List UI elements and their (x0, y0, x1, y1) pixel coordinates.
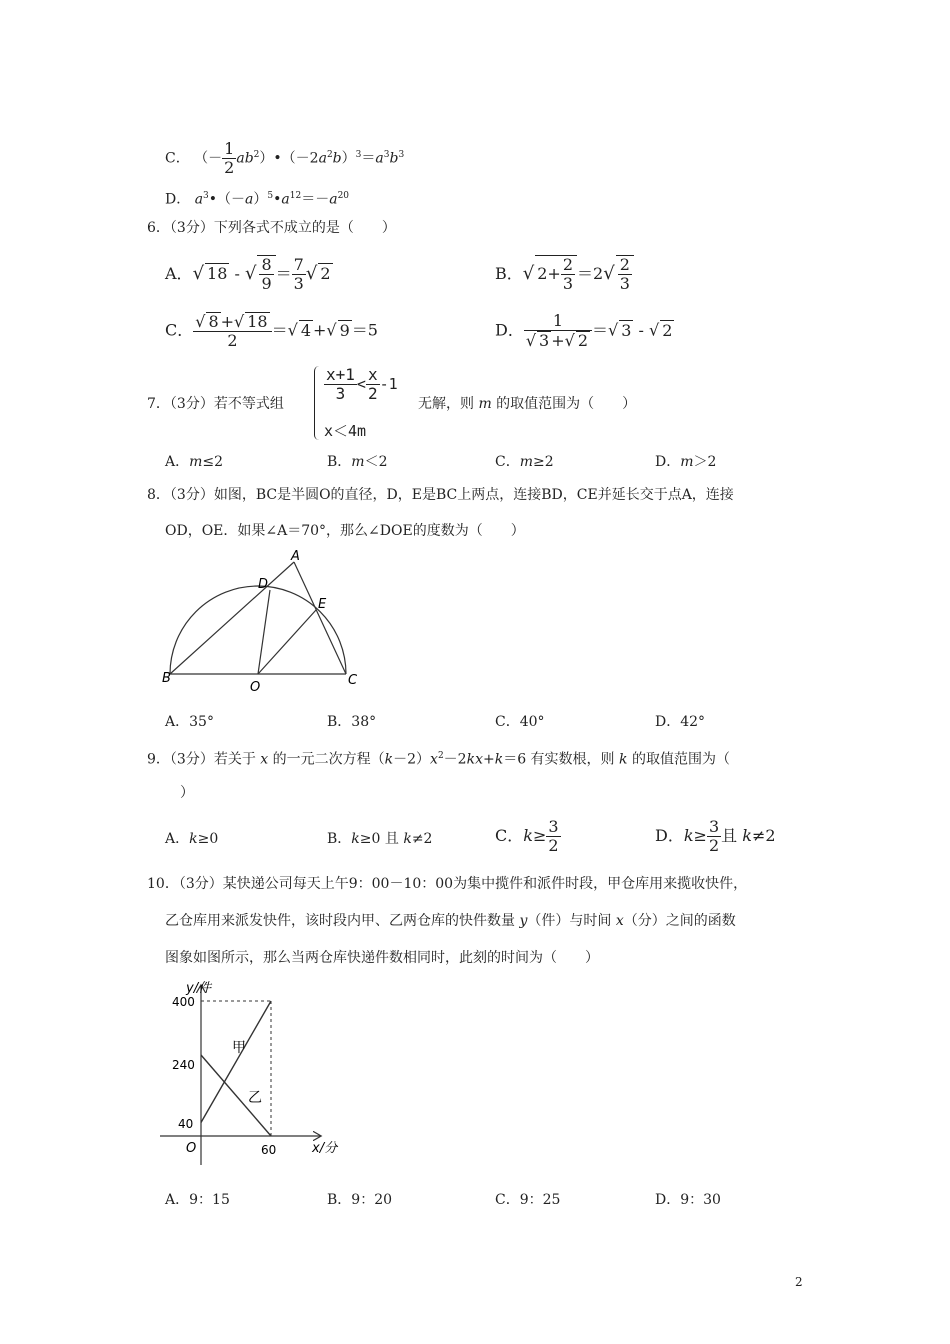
q7-option-a: A．m≤2 (165, 454, 224, 470)
q8-option-b: B．38° (327, 714, 377, 730)
y-axis-label: y/件 (186, 981, 212, 996)
x-tick-60: 60 (261, 1143, 277, 1157)
q8-stem-line1: 8．（3分）如图，BC是半圆O的直径，D，E是BC上两点，连接BD，CE并延长交于点A，连接 (147, 487, 734, 503)
q9-option-a: A．k≥0 (165, 831, 219, 847)
q8-label-e: E (318, 597, 327, 612)
q6-option-b: B．√ 2+ $\frac{2}{3}$ ＝2√ $\frac{2}{3}$ (495, 255, 634, 293)
q5-option-c: C． （－ $\frac{1}{2}$ $ab^2)•(-2a^2b)^3=a^3b^3$ (165, 139, 405, 177)
q7-option-d: D．m＞2 (655, 454, 717, 470)
series-jia-label: 甲 (232, 1040, 246, 1056)
q10-option-b: B．9：20 (327, 1192, 393, 1208)
q7-ineq2: x＜4m (324, 422, 367, 440)
q9-stem-line2: ） (180, 785, 194, 801)
q7-brace (314, 366, 319, 440)
q10-option-c: C．9：25 (495, 1192, 561, 1208)
q10-graph (160, 980, 360, 1165)
q6-option-c: C． $\frac{√ 8 +√ 18}{2}$ ＝√ 4 +√ 9 ＝5 (165, 312, 378, 350)
q10-option-d: D．9：30 (655, 1192, 721, 1208)
q5-option-c-label: C． (165, 150, 190, 167)
q9-option-d: D．k≥ $\frac{3}{2}$ 且 k≠2 (655, 817, 776, 855)
q10-stem-line3: 图象如图所示，那么当两仓库快递件数相同时，此刻的时间为（ ） (165, 950, 599, 966)
q9-stem-line1: 9．（3分）若关于 x 的一元二次方程$(k-2)x^2-2kx+k=6$ 有实数根，则 k 的取值范围为（ (147, 751, 730, 768)
q7-stem-suffix: 无解，则 m 的取值范围为（ ） (418, 396, 637, 412)
q9-option-b: B．k≥0 且 k≠2 (327, 831, 433, 847)
q8-label-o: O (250, 680, 261, 695)
q6-option-d: D． $\frac{1}{√ 3 +√ 2}$ ＝√ 3 - √ 2 (495, 311, 673, 350)
y-tick-40: 40 (178, 1117, 194, 1131)
y-tick-240: 240 (172, 1058, 195, 1072)
q10-stem-line1: 10．（3分）某快递公司每天上午9：00－10：00为集中揽件和派件时段，甲仓库用来揽收快件， (147, 876, 748, 892)
q9-option-c: C．k≥ $\frac{3}{2}$ (495, 817, 559, 855)
page-number: 2 (795, 1275, 803, 1289)
q7-ineq1: $\frac{x+1}{3}$ < $\frac{x}{2}$ -1 (326, 365, 398, 403)
q8-option-a: A．35° (165, 714, 214, 730)
q8-option-d: D．42° (655, 714, 706, 730)
q7-stem-prefix: 7．（3分）若不等式组 (147, 396, 284, 412)
series-yi-label: 乙 (248, 1090, 262, 1106)
q5-option-d: D． $a^3•(-a)^5•a^{12}=-a^{20}$ (165, 191, 350, 208)
q5-option-d-label: D． (165, 191, 191, 208)
q10-stem-line2: 乙仓库用来派发快件，该时段内甲、乙两仓库的快件数量 y（件）与时间 x（分）之间的函数 (165, 913, 736, 929)
q7-option-b: B．m＜2 (327, 454, 388, 470)
q7-option-c: C．m≥2 (495, 454, 554, 470)
q8-label-c: C (348, 673, 358, 688)
q10-option-a: A．9：15 (165, 1192, 230, 1208)
q6-stem: 6．（3分）下列各式不成立的是（ ） (147, 220, 396, 236)
q8-label-d: D (258, 577, 269, 592)
q8-label-a: A (291, 549, 300, 564)
q8-option-c: C．40° (495, 714, 545, 730)
q8-label-b: B (162, 671, 171, 686)
q6-option-a: A．√ 18 - √ $\frac{8}{9}$ ＝ $\frac{7}{3}$ √ 2 (165, 255, 331, 293)
x-axis-label: x/分 (312, 1141, 338, 1156)
y-tick-400: 400 (172, 995, 195, 1009)
origin-label: O (186, 1141, 197, 1156)
q8-figure (160, 548, 370, 698)
q8-stem-line2: OD，OE．如果∠A＝70°，那么∠DOE的度数为（ ） (165, 523, 525, 539)
